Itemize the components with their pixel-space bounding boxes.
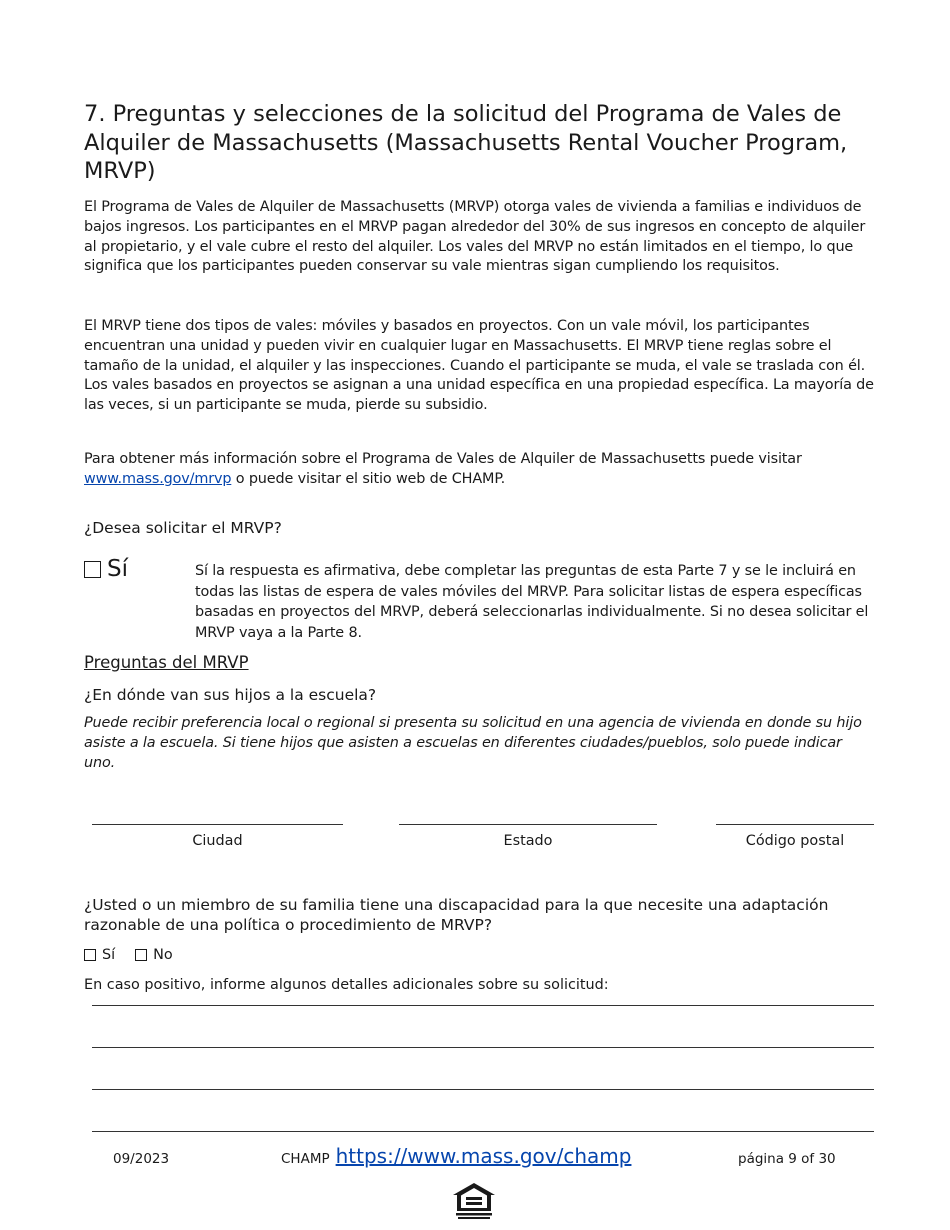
apply-yes-label: Sí	[107, 556, 128, 582]
section-heading: 7. Preguntas y selecciones de la solicitud del Programa de Vales de Alquiler de Massachusetts (Massachusetts Rental Voucher Program, MRVP)	[84, 101, 848, 184]
city-label: Ciudad	[192, 833, 243, 849]
champ-link[interactable]: https://www.mass.gov/champ	[335, 1144, 632, 1168]
school-note: Puede recibir preferencia local o regional si presenta su solicitud en una agencia de vivienda en donde su hijo asiste a la escuela. Si tiene hijos que asisten a escuelas en diferentes ciudades/pueblos, solo puede indicar uno.	[84, 715, 862, 771]
voucher-types-paragraph: El MRVP tiene dos tipos de vales: móviles y basados en proyectos. Con un vale móvil, los participantes encuentran una unidad y pueden vivir en cualquier lugar en Massachusetts. El MRVP tiene reglas sobre el tamaño de la unidad, el alquiler y las inspecciones. Cuando el participante se muda, el vale se traslada con él. Los vales basados en proyectos se asignan a una unidad específica en una propiedad específica. La mayoría de las veces, si un participante se muda, pierde su subsidio.	[84, 318, 874, 414]
details-line-2[interactable]	[92, 1047, 874, 1048]
details-line-1[interactable]	[92, 1005, 874, 1006]
disability-question: ¿Usted o un miembro de su familia tiene una discapacidad para la que necesite una adaptación razonable de una política o procedimiento de MRVP?	[84, 896, 829, 934]
intro-paragraph: El Programa de Vales de Alquiler de Massachusetts (MRVP) otorga vales de vivienda a familias e individuos de bajos ingresos. Los participantes en el MRVP pagan alrededor del 30% de sus ingresos en concepto de alquiler al propietario, y el vale cubre el resto del alquiler. Los vales del MRVP no están limitados en el tiempo, lo que significa que los participantes pueden conservar su vale mientras sigan cumpliendo los requisitos.	[84, 199, 866, 275]
more-info-paragraph	[84, 450, 874, 490]
city-field[interactable]	[92, 824, 343, 825]
footer-page-number: página 9 of 30	[738, 1151, 836, 1167]
disability-yes-checkbox[interactable]	[84, 949, 96, 961]
disability-yes-label: Sí	[102, 947, 116, 963]
apply-yes-option[interactable]	[84, 556, 128, 582]
zip-label: Código postal	[745, 833, 845, 849]
footer-champ	[281, 1144, 631, 1168]
footer-date: 09/2023	[113, 1151, 170, 1167]
more-info-text: Para obtener más información sobre el Programa de Vales de Alquiler de Massachusetts puede visitar	[84, 451, 802, 467]
details-line-4[interactable]	[92, 1131, 874, 1132]
more-info-text-end: o puede visitar el sitio web de CHAMP.	[231, 470, 506, 487]
apply-question: ¿Desea solicitar el MRVP?	[84, 519, 282, 537]
disability-no-label: No	[153, 947, 173, 963]
apply-yes-checkbox[interactable]	[84, 561, 101, 578]
footer-champ-label: CHAMP	[281, 1151, 330, 1167]
apply-yes-explanation: Sí la respuesta es afirmativa, debe completar las preguntas de esta Parte 7 y se le incluirá en todas las listas de espera de vales móviles del MRVP. Para solicitar listas de espera específicas basadas en proyectos del MRVP, deberá seleccionarlas individualmente. Si no desea solicitar el MRVP vaya a la Parte 8.	[195, 563, 869, 641]
mrvp-link[interactable]: www.mass.gov/mrvp	[84, 470, 232, 487]
details-label: En caso positivo, informe algunos detalles adicionales sobre su solicitud:	[84, 977, 609, 993]
details-line-3[interactable]	[92, 1089, 874, 1090]
state-field[interactable]	[399, 824, 657, 825]
school-question: ¿En dónde van sus hijos a la escuela?	[84, 686, 377, 704]
disability-options	[84, 946, 173, 964]
mrvp-questions-title: Preguntas del MRVP	[84, 653, 249, 672]
disability-no-option[interactable]	[135, 946, 173, 964]
disability-yes-option[interactable]	[84, 946, 115, 964]
disability-no-checkbox[interactable]	[135, 949, 147, 961]
zip-field[interactable]	[716, 824, 874, 825]
state-label: Estado	[503, 833, 553, 849]
equal-housing-opportunity-icon	[451, 1181, 497, 1221]
